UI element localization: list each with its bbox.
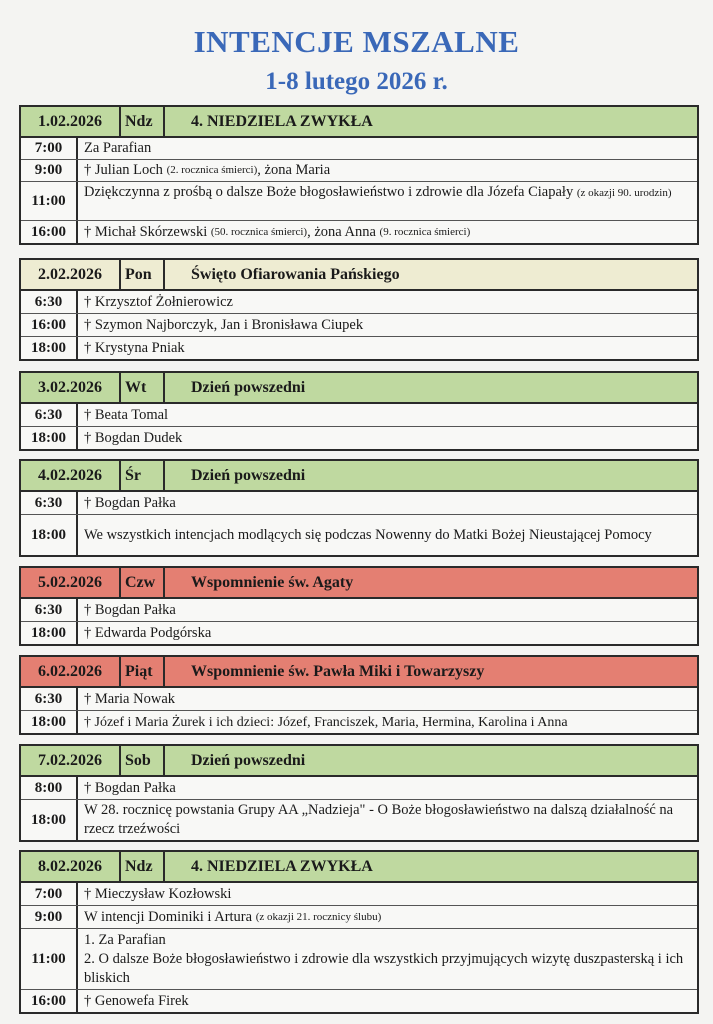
mass-time: 16:00 xyxy=(21,990,78,1012)
mass-intention: W 28. rocznicę powstania Grupy AA „Nadzieja" - O Boże błogosławieństwo na dalszą działalność na rzecz trzeźwości xyxy=(84,802,674,837)
mass-row xyxy=(21,138,697,160)
mass-time: 16:00 xyxy=(21,314,78,336)
mass-time: 18:00 xyxy=(21,711,78,733)
day-header xyxy=(21,657,697,688)
mass-row xyxy=(21,404,697,427)
day-block xyxy=(19,258,699,361)
day-block xyxy=(19,744,699,842)
mass-time: 18:00 xyxy=(21,622,78,644)
mass-time: 11:00 xyxy=(21,929,78,989)
mass-time: 18:00 xyxy=(21,515,78,555)
feast-name: Dzień powszedni xyxy=(191,466,306,484)
mass-note: (z okazji 90. urodzin) xyxy=(576,187,672,199)
day-block xyxy=(19,850,699,1014)
page-subtitle: 1-8 lutego 2026 r. xyxy=(265,68,448,95)
mass-row xyxy=(21,883,697,906)
feast-name: Dzień powszedni xyxy=(191,378,306,396)
day-date: 1.02.2026 xyxy=(21,107,121,136)
mass-row xyxy=(21,990,697,1012)
day-date: 2.02.2026 xyxy=(21,260,121,289)
day-date: 5.02.2026 xyxy=(21,568,121,597)
day-of-week: Ndz xyxy=(121,107,165,136)
mass-intention: † Krystyna Pniak xyxy=(84,339,185,356)
feast-name: Wspomnienie św. Agaty xyxy=(191,573,354,591)
mass-row xyxy=(21,688,697,711)
day-header xyxy=(21,568,697,599)
mass-time: 9:00 xyxy=(21,906,78,928)
mass-row xyxy=(21,182,697,221)
mass-intention: We wszystkich intencjach modlących się podczas Nowenny do Matki Bożej Nieustającej Pomocy xyxy=(84,526,652,543)
mass-time: 18:00 xyxy=(21,427,78,449)
day-block xyxy=(19,459,699,557)
mass-intention: Za Parafian xyxy=(84,140,152,156)
mass-intention: † Maria Nowak xyxy=(84,690,176,707)
day-of-week: Czw xyxy=(121,568,165,597)
mass-time: 8:00 xyxy=(21,777,78,799)
mass-row xyxy=(21,291,697,314)
mass-intention-line2: 2. O dalsze Boże błogosławieństwo i zdrowie dla wszystkich przyjmujących wizytę duszpasterską i ich bliskich xyxy=(84,951,684,986)
mass-row xyxy=(21,800,697,840)
mass-row xyxy=(21,711,697,733)
mass-time: 11:00 xyxy=(21,182,78,220)
feast-name: Dzień powszedni xyxy=(191,751,306,769)
day-block xyxy=(19,105,699,245)
day-date: 7.02.2026 xyxy=(21,746,121,775)
day-date: 8.02.2026 xyxy=(21,852,121,881)
mass-time: 6:30 xyxy=(21,291,78,313)
day-of-week: Sob xyxy=(121,746,165,775)
mass-intention: † Bogdan Pałka xyxy=(84,779,176,796)
mass-time: 18:00 xyxy=(21,800,78,840)
mass-intention: Dziękczynna z prośbą o dalsze Boże błogosławieństwo i zdrowie dla Józefa Ciapały xyxy=(84,184,574,200)
day-header xyxy=(21,260,697,291)
feast-name: 4. NIEDZIELA ZWYKŁA xyxy=(191,112,373,130)
mass-row xyxy=(21,314,697,337)
day-block xyxy=(19,566,699,646)
mass-row xyxy=(21,515,697,555)
mass-intention: † Szymon Najborczyk, Jan i Bronisława Ciupek xyxy=(84,316,364,333)
mass-row xyxy=(21,777,697,800)
day-date: 6.02.2026 xyxy=(21,657,121,686)
mass-row xyxy=(21,337,697,359)
page-title: INTENCJE MSZALNE xyxy=(193,24,520,59)
mass-row xyxy=(21,622,697,644)
mass-time: 7:00 xyxy=(21,883,78,905)
day-header xyxy=(21,107,697,138)
mass-row xyxy=(21,492,697,515)
day-header xyxy=(21,852,697,883)
day-of-week: Wt xyxy=(121,373,165,402)
mass-row xyxy=(21,906,697,929)
mass-intention: † Mieczysław Kozłowski xyxy=(84,885,232,902)
mass-intention: W intencji Dominiki i Artura xyxy=(84,908,253,925)
mass-note: (2. rocznica śmierci) xyxy=(166,164,258,176)
day-of-week: Pon xyxy=(121,260,165,289)
mass-time: 18:00 xyxy=(21,337,78,359)
mass-intention: 1. Za Parafian xyxy=(84,932,166,948)
mass-intention: † Bogdan Pałka xyxy=(84,494,176,511)
mass-note: (9. rocznica śmierci) xyxy=(379,225,471,238)
mass-intention: † Bogdan Pałka xyxy=(84,601,176,618)
mass-row xyxy=(21,599,697,622)
day-header xyxy=(21,461,697,492)
day-header xyxy=(21,746,697,777)
feast-name: Wspomnienie św. Pawła Miki i Towarzyszy xyxy=(191,662,485,680)
mass-intention: † Józef i Maria Żurek i ich dzieci: Józef, Franciszek, Maria, Hermina, Karolina i Anna xyxy=(84,714,568,730)
day-date: 3.02.2026 xyxy=(21,373,121,402)
mass-note: (50. rocznica śmierci) xyxy=(210,225,308,238)
mass-intention: † Edwarda Podgórska xyxy=(84,624,212,641)
day-header xyxy=(21,373,697,404)
mass-row xyxy=(21,427,697,449)
day-of-week: Śr xyxy=(121,461,165,490)
mass-time: 16:00 xyxy=(21,221,78,243)
mass-time: 6:30 xyxy=(21,688,78,710)
mass-time: 6:30 xyxy=(21,599,78,621)
day-of-week: Ndz xyxy=(121,852,165,881)
mass-intention: † Bogdan Dudek xyxy=(84,429,183,446)
day-block xyxy=(19,371,699,451)
mass-note: (z okazji 21. rocznicy ślubu) xyxy=(255,910,382,923)
mass-time: 9:00 xyxy=(21,160,78,181)
mass-row xyxy=(21,160,697,182)
feast-name: 4. NIEDZIELA ZWYKŁA xyxy=(191,857,373,875)
mass-row xyxy=(21,929,697,990)
mass-intention: † Beata Tomal xyxy=(84,406,169,423)
day-date: 4.02.2026 xyxy=(21,461,121,490)
mass-intention: † Michał Skórzewski xyxy=(84,223,208,240)
mass-intention: † Genowefa Firek xyxy=(84,992,189,1009)
mass-time: 6:30 xyxy=(21,492,78,514)
day-of-week: Piąt xyxy=(121,657,165,686)
mass-intention: † Krzysztof Żołnierowicz xyxy=(84,293,233,310)
mass-intention-cont: , żona Maria xyxy=(257,162,331,178)
feast-name: Święto Ofiarowania Pańskiego xyxy=(191,265,400,283)
mass-intention: † Julian Loch xyxy=(84,162,163,178)
mass-intention-cont: , żona Anna xyxy=(307,223,376,240)
mass-row xyxy=(21,221,697,243)
day-block xyxy=(19,655,699,735)
mass-time: 7:00 xyxy=(21,138,78,159)
mass-time: 6:30 xyxy=(21,404,78,426)
